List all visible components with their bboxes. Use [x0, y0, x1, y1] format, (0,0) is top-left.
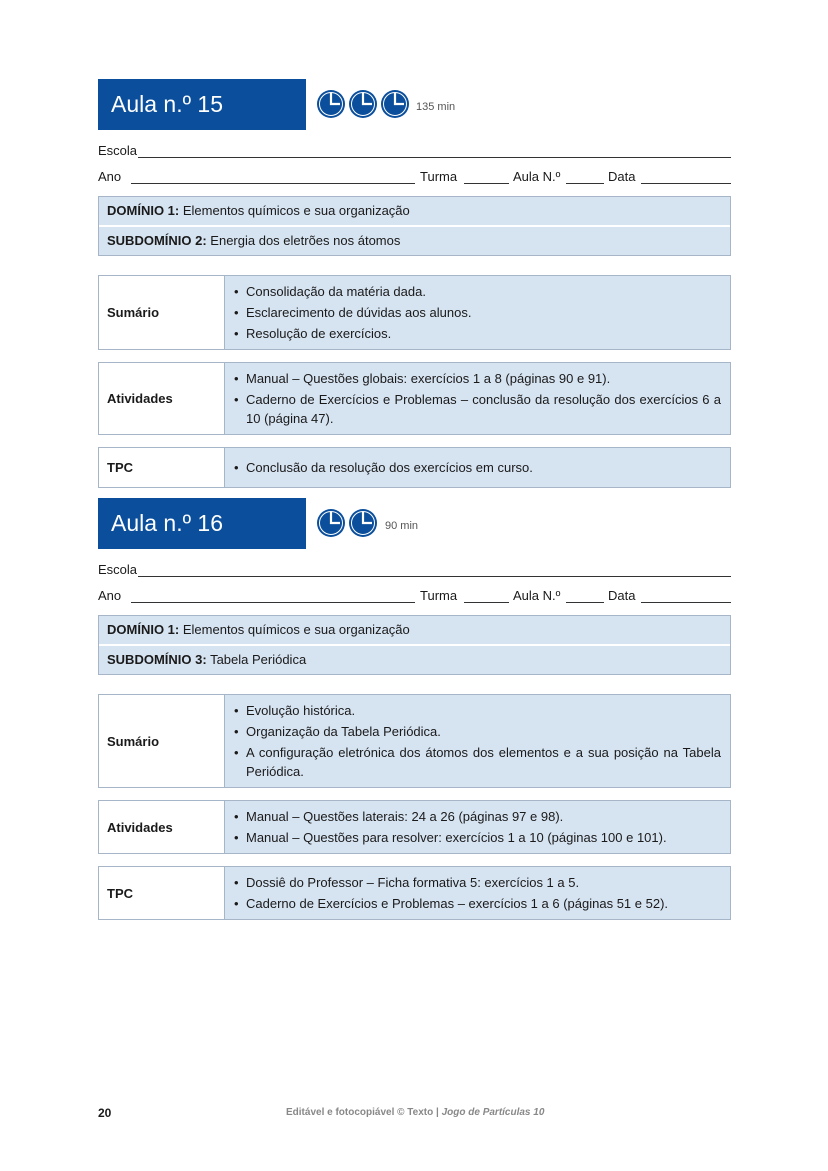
- clock-icon: [348, 89, 378, 119]
- section-atividades: [98, 362, 731, 435]
- section-tpc: [98, 447, 731, 488]
- ano-field[interactable]: [131, 183, 415, 184]
- domain-box: [98, 615, 731, 675]
- subdominio-row: [99, 644, 730, 674]
- list-item: • Manual – Questões globais: exercícios 1 a 8 (páginas 90 e 91).: [233, 369, 721, 388]
- section-body: [225, 801, 730, 853]
- escola-field[interactable]: [138, 157, 731, 158]
- section-sumario: [98, 694, 731, 788]
- section-body: [225, 448, 730, 487]
- subdominio-label: SUBDOMÍNIO 2:: [107, 233, 207, 248]
- duration-clocks: [316, 89, 410, 119]
- escola-field[interactable]: [138, 576, 731, 577]
- turma-field[interactable]: [464, 602, 509, 603]
- clock-icon: [348, 508, 378, 538]
- lesson-15: [98, 79, 731, 488]
- dominio-text: Elementos químicos e sua organização: [182, 203, 410, 218]
- aula-field[interactable]: [566, 183, 604, 184]
- lesson-header: [98, 498, 731, 550]
- section-body: [225, 695, 730, 787]
- list-item: • Esclarecimento de dúvidas aos alunos.: [233, 303, 721, 322]
- list-item: • Manual – Questões para resolver: exercícios 1 a 10 (páginas 100 e 101).: [233, 828, 721, 847]
- list-item: • Resolução de exercícios.: [233, 324, 721, 343]
- lesson-title: Aula n.º 16: [98, 498, 306, 549]
- aula-field[interactable]: [566, 602, 604, 603]
- dominio-text: Elementos químicos e sua organização: [182, 622, 410, 637]
- page-number: 20: [98, 1106, 112, 1120]
- dominio-row: [99, 197, 730, 225]
- subdominio-text: Energia dos eletrões nos átomos: [210, 233, 401, 248]
- clock-icon: [316, 508, 346, 538]
- list-item: • Caderno de Exercícios e Problemas – exercícios 1 a 6 (páginas 51 e 52).: [233, 894, 721, 913]
- list-item: • Conclusão da resolução dos exercícios em curso.: [233, 458, 721, 477]
- footer-copyright: Editável e fotocopiável © Texto |: [286, 1107, 442, 1118]
- section-body: [225, 363, 730, 434]
- dominio-label: DOMÍNIO 1:: [107, 622, 180, 637]
- class-line: [98, 584, 731, 610]
- footer-book-title: Jogo de Partículas 10: [441, 1107, 545, 1118]
- section-body: [225, 276, 730, 349]
- section-label: Sumário: [99, 276, 225, 349]
- data-field[interactable]: [641, 602, 731, 603]
- school-line: [98, 139, 731, 165]
- dominio-label: DOMÍNIO 1:: [107, 203, 180, 218]
- escola-label: Escola: [98, 141, 138, 161]
- data-label: Data: [608, 586, 636, 606]
- aula-label: Aula N.º: [513, 586, 561, 606]
- list-item: • Consolidação da matéria dada.: [233, 282, 721, 301]
- section-sumario: [98, 275, 731, 350]
- ano-label: Ano: [98, 167, 122, 187]
- turma-label: Turma: [420, 586, 458, 606]
- turma-field[interactable]: [464, 183, 509, 184]
- school-line: [98, 558, 731, 584]
- section-tpc: [98, 866, 731, 920]
- ano-label: Ano: [98, 586, 122, 606]
- ano-field[interactable]: [131, 602, 415, 603]
- domain-box: [98, 196, 731, 256]
- lesson-title: Aula n.º 15: [98, 79, 306, 130]
- section-label: Atividades: [99, 363, 225, 434]
- duration-label: 90 min: [385, 520, 419, 532]
- clock-icon: [380, 89, 410, 119]
- dominio-row: [99, 616, 730, 644]
- section-label: TPC: [99, 448, 225, 487]
- subdominio-label: SUBDOMÍNIO 3:: [107, 652, 207, 667]
- section-label: Atividades: [99, 801, 225, 853]
- list-item: • Dossiê do Professor – Ficha formativa 5: exercícios 1 a 5.: [233, 873, 721, 892]
- duration-label: 135 min: [416, 101, 456, 113]
- subdominio-text: Tabela Periódica: [210, 652, 307, 667]
- lesson-header: [98, 79, 731, 131]
- clock-icon: [316, 89, 346, 119]
- list-item: • Organização da Tabela Periódica.: [233, 722, 721, 741]
- list-item: • Evolução histórica.: [233, 701, 721, 720]
- section-label: Sumário: [99, 695, 225, 787]
- footer-credit: [286, 1107, 544, 1118]
- aula-label: Aula N.º: [513, 167, 561, 187]
- section-atividades: [98, 800, 731, 854]
- data-label: Data: [608, 167, 636, 187]
- section-label: TPC: [99, 867, 225, 919]
- list-item: • Caderno de Exercícios e Problemas – conclusão da resolução dos exercícios 6 a 10 (página 47).: [233, 390, 721, 428]
- section-body: [225, 867, 730, 919]
- turma-label: Turma: [420, 167, 458, 187]
- list-item: • A configuração eletrónica dos átomos dos elementos e a sua posição na Tabela Periódica.: [233, 743, 721, 781]
- escola-label: Escola: [98, 560, 138, 580]
- lesson-16: [98, 498, 731, 920]
- class-line: [98, 165, 731, 191]
- subdominio-row: [99, 225, 730, 255]
- duration-clocks: [316, 508, 378, 538]
- data-field[interactable]: [641, 183, 731, 184]
- list-item: • Manual – Questões laterais: 24 a 26 (páginas 97 e 98).: [233, 807, 721, 826]
